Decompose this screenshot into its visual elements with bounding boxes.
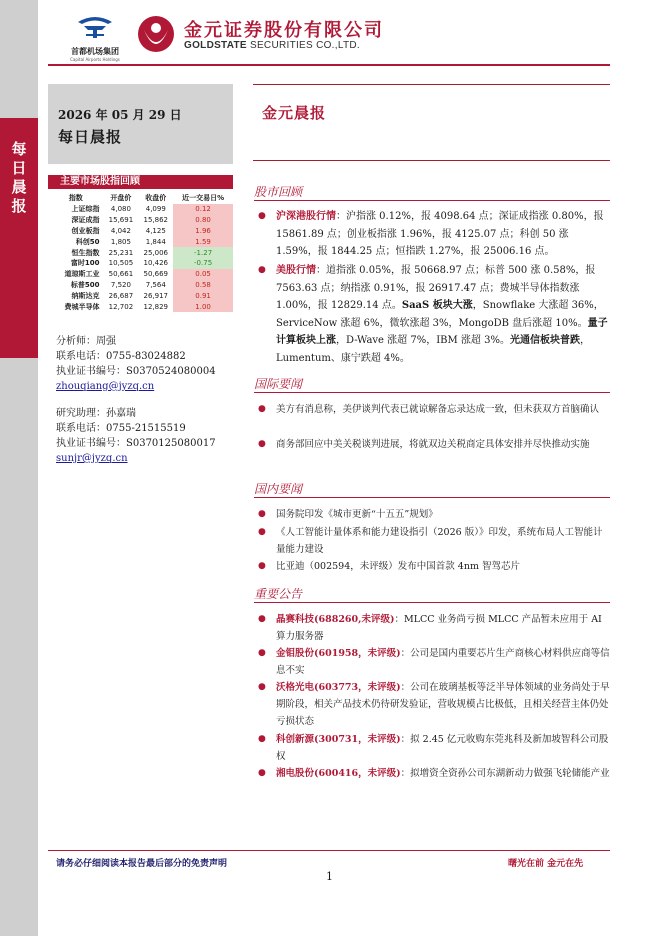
col-header: 收盘价 [145,194,167,202]
assistant-email-link[interactable]: sunjr@jyzq.cn [56,453,128,464]
page-number: 1 [326,870,333,883]
analyst-name: 分析师：周强 [56,336,116,347]
title-bottom-rule [253,160,610,161]
section-title-domestic: 国内要闻 [254,482,303,496]
table-cell-close: 4,099 [145,205,166,214]
intl-item: ● 美方有消息称，美伊谈判代表已就谅解备忘录达成一致，但未获双方首脑确认 [258,401,610,418]
table-cell-open: 4,080 [110,205,131,214]
announce-item: ● 湘电股份(600416，未评级)：拟增资全资孙公司东湖新动力做强飞轮储能产业 [258,765,610,782]
brand-title: 金元晨报 [262,104,327,122]
table-cell-open: 7,520 [110,280,131,289]
table-cell-close: 12,829 [143,302,169,311]
table-row [48,247,233,258]
goldstate-logo-icon [136,14,176,54]
bullet-icon: ● [258,509,266,519]
announce-item: ● 晶赛科技(688260,未评级)：MLCC 业务尚亏损 MLCC 产品暂未应用于 AI 算力服务器 [258,611,610,645]
bullet-icon: ● [258,648,266,658]
table-cell-chg: 1.00 [173,301,233,312]
table-row [48,226,233,237]
table-cell-name: 创业板指 [71,226,100,235]
table-cell-name: 深证成指 [71,216,100,225]
index-table-title: 主要市场股指回顾 [48,175,233,189]
bullet-icon: ● [258,682,266,692]
report-date: 2026 年 05 月 29 日 [58,108,182,122]
table-cell-close: 25,006 [143,248,169,257]
footer-slogan: 曙光在前 金元在先 [508,859,584,869]
index-table [48,192,233,312]
footer-disclaimer: 请务必仔细阅读本报告最后部分的免责声明 [56,859,228,869]
table-cell-chg: 1.59 [173,236,233,247]
table-cell-open: 26,687 [108,291,134,300]
company-name-en: GOLDSTATE SECURITIES CO.,LTD. [184,40,360,51]
market-a-label: 沪深港股行情 [276,211,336,222]
assistant-cert: 执业证书编号：S0370125080017 [56,438,216,449]
domestic-item: ● 比亚迪（002594，未评级）发布中国首款 4nm 智驾芯片 [258,558,610,575]
title-top-rule [253,84,610,85]
table-cell-open: 50,661 [108,270,134,279]
table-row [48,269,233,280]
table-cell-name: 标普500 [70,280,100,289]
table-cell-close: 1,844 [145,237,166,246]
table-cell-close: 7,564 [145,280,166,289]
table-cell-name: 科创50 [75,237,100,246]
table-row [48,236,233,247]
domestic-item: ● 国务院印发《城市更新“十五五”规划》 [258,506,610,523]
section-rule [254,200,610,201]
table-cell-close: 4,125 [145,226,166,235]
domestic-item: ● 《人工智能计量体系和能力建设指引（2026 版）》印发，系统布局人工智能计量能力建设 [258,524,610,558]
bullet-icon: ● [258,768,266,778]
table-cell-close: 50,669 [143,270,169,279]
bullet-icon: ● [258,265,266,275]
market-a-text: ：沪指涨 0.12%，报 4098.64 点；深证成指涨 0.80%，报 15861.89 点；创业板指涨 1.96%，报 4125.07 点；科创 50 涨 1.59%，报 1844.25 点；恒指跌 1.27%，报 25006.16 点。 [276,211,604,257]
table-row [48,290,233,301]
table-cell-chg: 0.80 [173,215,233,226]
company-name-cn: 金元证券股份有限公司 [184,20,384,41]
col-header: 指数 [68,194,83,202]
table-cell-chg: 0.91 [173,290,233,301]
bullet-icon: ● [258,439,266,449]
table-cell-name: 道琼斯工业 [64,270,100,279]
table-row [48,301,233,312]
table-cell-close: 10,426 [143,259,169,268]
table-cell-name: 富时100 [70,259,100,268]
header-divider [48,64,610,66]
assistant-name: 研究助理：孙嘉瑞 [56,408,136,419]
table-cell-chg: 0.05 [173,269,233,280]
section-title-announce: 重要公告 [254,587,303,601]
analyst-phone: 联系电话：0755-83024882 [56,351,186,362]
table-cell-close: 15,862 [143,216,169,225]
group-name-en: Capital Airports Holdings [70,57,120,62]
analyst-email-link[interactable]: zhouqiang@jyzq.cn [56,381,155,392]
announce-item: ● 沃格光电(603773，未评级)：公司在玻璃基板等泛半导体领域的业务尚处于早期阶段，相关产品技术仍待研发验证，营收规模占比极低，且相关经营主体仍处亏损状态 [258,679,610,730]
table-cell-name: 费城半导体 [64,302,100,311]
announce-item: ● 科创新源(300731，未评级)：拟 2.45 亿元收购东莞兆科及新加坡智科公司股权 [258,731,610,765]
table-cell-open: 15,691 [108,216,134,225]
bullet-icon: ● [258,561,266,571]
market-b-label: 美股行情 [276,265,316,276]
col-header: 开盘价 [110,194,132,202]
report-name: 每日晨报 [58,128,123,146]
table-row [48,204,233,215]
assistant-block [56,406,216,466]
table-cell-open: 12,702 [108,302,134,311]
section-rule [254,392,610,393]
table-cell-chg: -0.75 [173,258,233,269]
market-paragraph-b: ● 美股行情：道指涨 0.05%，报 50668.97 点；标普 500 涨 0.58%，报 7563.63 点；纳指涨 0.91%，报 26917.47 点；费城半导体指数涨 1.00%，报 12829.14 点。SaaS 板块大涨，Snowflake 大涨超 36%，ServiceNow 涨超 6%，微软涨超 3%，MongoDB 盘后涨超 10%。量子计算板块上涨，D-Wave 涨超 7%，IBM 涨超 3%。光通信板块普跌，Lumentum、康宁跌超 4%。 [258,262,610,367]
table-cell-close: 26,917 [143,291,169,300]
side-label: 每日晨报 [11,140,27,215]
airport-logo-icon [74,12,116,40]
col-header: 近一交易日% [182,194,225,202]
capital-airports-logo [62,12,128,62]
date-box [48,84,233,164]
table-cell-chg: 0.58 [173,280,233,291]
section-title-market: 股市回顾 [254,185,303,199]
analyst-cert: 执业证书编号：S0370524080004 [56,366,216,377]
table-cell-chg: 1.96 [173,226,233,237]
market-paragraph-a [258,208,610,261]
bullet-icon: ● [258,211,266,221]
section-rule [254,497,610,498]
table-cell-name: 恒生指数 [71,248,100,257]
table-row [48,258,233,269]
assistant-phone: 联系电话：0755-21515519 [56,423,186,434]
bullet-icon: ● [258,614,266,624]
announce-item: ● 金钼股份(601958，未评级)：公司是国内重要芯片生产商核心材料供应商等信息不实 [258,645,610,679]
table-cell-name: 纳斯达克 [71,291,100,300]
table-cell-open: 4,042 [110,226,131,235]
table-row [48,280,233,291]
section-rule [254,602,610,603]
table-cell-chg: 0.12 [173,204,233,215]
table-cell-name: 上证综指 [71,205,100,214]
table-cell-open: 25,231 [108,248,134,257]
bullet-icon: ● [258,527,266,537]
footer-rule [48,850,610,851]
group-name-cn: 首都机场集团 [71,47,119,56]
table-cell-open: 10,505 [108,259,134,268]
table-row [48,215,233,226]
intl-item: ● 商务部回应中美关税谈判进展，将就双边关税商定具体安排并尽快推动实施 [258,436,610,453]
table-cell-open: 1,805 [110,237,131,246]
analyst-block [56,334,216,394]
bullet-icon: ● [258,404,266,414]
section-title-intl: 国际要闻 [254,377,303,391]
table-cell-chg: -1.27 [173,247,233,258]
bullet-icon: ● [258,734,266,744]
